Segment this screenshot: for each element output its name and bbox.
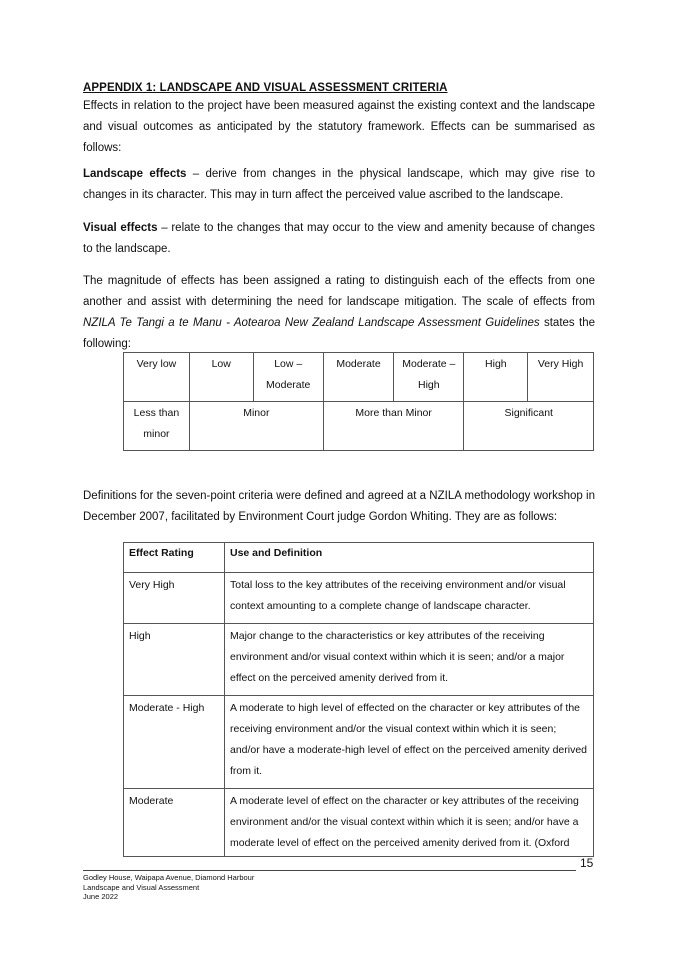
effect-rating-cell: Moderate - High — [124, 696, 225, 789]
group-cell: Minor — [189, 402, 323, 451]
page-number: 15 — [580, 856, 594, 870]
effect-definitions-table — [123, 542, 594, 857]
definitions-intro-paragraph: Definitions for the seven-point criteria were defined and agreed at a NZILA methodology workshop in December 2007, facilitated by Environment Court judge Gordon Whiting. They are as follows: — [83, 490, 595, 523]
footer-project: Godley House, Waipapa Avenue, Diamond Harbour — [83, 873, 255, 882]
definition-cell: A moderate to high level of effected on the character or key attributes of the receiving environment and/or the visual context within which it is seen; and/or have a moderate-high level of effect on the perceived amenity derived from it. — [225, 696, 594, 789]
group-cell: Significant — [464, 402, 594, 451]
footer — [83, 873, 254, 902]
effect-rating-cell: Very High — [124, 573, 225, 624]
scale-groups-row — [124, 402, 594, 451]
landscape-effects-text: – derive from changes in the physical landscape, which may give rise to changes in its character. This may in turn affect the perceived value ascribed to the landscape. — [83, 168, 595, 201]
definition-cell: Major change to the characteristics or key attributes of the receiving environment and/or visual context within which it is seen; and/or a major effect on the perceived amenity derived from it. — [225, 624, 594, 696]
magnitude-text-before: The magnitude of effects has been assigned a rating to distinguish each of the effects from one another and assist with determining the need for landscape mitigation. The scale of effects from — [83, 275, 595, 308]
magnitude-paragraph — [83, 271, 595, 355]
visual-effects-text: – relate to the changes that may occur to the view and amenity because of changes to the landscape. — [83, 222, 595, 255]
effect-rating-cell: Moderate — [124, 789, 225, 857]
definition-cell: Total loss to the key attributes of the receiving environment and/or visual context amounting to a complete change of landscape character. — [225, 573, 594, 624]
rating-cell: Very low — [124, 353, 190, 402]
visual-effects-term: Visual effects — [83, 222, 158, 234]
rating-cell: Moderate – High — [394, 353, 464, 402]
footer-report-title: Landscape and Visual Assessment — [83, 882, 200, 892]
footer-date: June 2022 — [83, 892, 119, 901]
group-cell: Less than minor — [124, 402, 190, 451]
header-effect-rating: Effect Rating — [124, 543, 225, 573]
rating-cell: Low – Moderate — [253, 353, 323, 402]
table-row — [124, 789, 594, 857]
table-row — [124, 624, 594, 696]
visual-effects-paragraph — [83, 218, 595, 260]
table-row — [124, 573, 594, 624]
rating-cell: Low — [189, 353, 253, 402]
rating-cell: High — [464, 353, 528, 402]
landscape-effects-paragraph — [83, 164, 595, 206]
landscape-effects-term: Landscape effects — [83, 168, 187, 180]
effect-rating-cell: High — [124, 624, 225, 696]
definition-cell: A moderate level of effect on the character or key attributes of the receiving environment and/or the visual context within which it is seen; and/or have a moderate level of effect on the perceived amenity derived from it. (Oxford — [225, 789, 594, 857]
scale-ratings-row — [124, 353, 594, 402]
group-cell: More than Minor — [323, 402, 464, 451]
effects-scale-table — [123, 352, 594, 451]
rating-cell: Very High — [528, 353, 594, 402]
appendix-heading: APPENDIX 1: LANDSCAPE AND VISUAL ASSESSMENT CRITERIA — [83, 82, 448, 94]
footer-divider — [83, 870, 576, 871]
guidelines-title: NZILA Te Tangi a te Manu - Aotearoa New Zealand Landscape Assessment Guidelines — [83, 317, 540, 329]
definitions-header-row — [124, 543, 594, 573]
rating-cell: Moderate — [323, 353, 393, 402]
table-row — [124, 696, 594, 789]
header-use-definition: Use and Definition — [225, 543, 594, 573]
magnitude-text-after: states the following: — [83, 317, 595, 350]
intro-paragraph: Effects in relation to the project have been measured against the existing context and the landscape and visual outcomes as anticipated by the statutory framework. Effects can be summarised as follows: — [83, 100, 595, 154]
